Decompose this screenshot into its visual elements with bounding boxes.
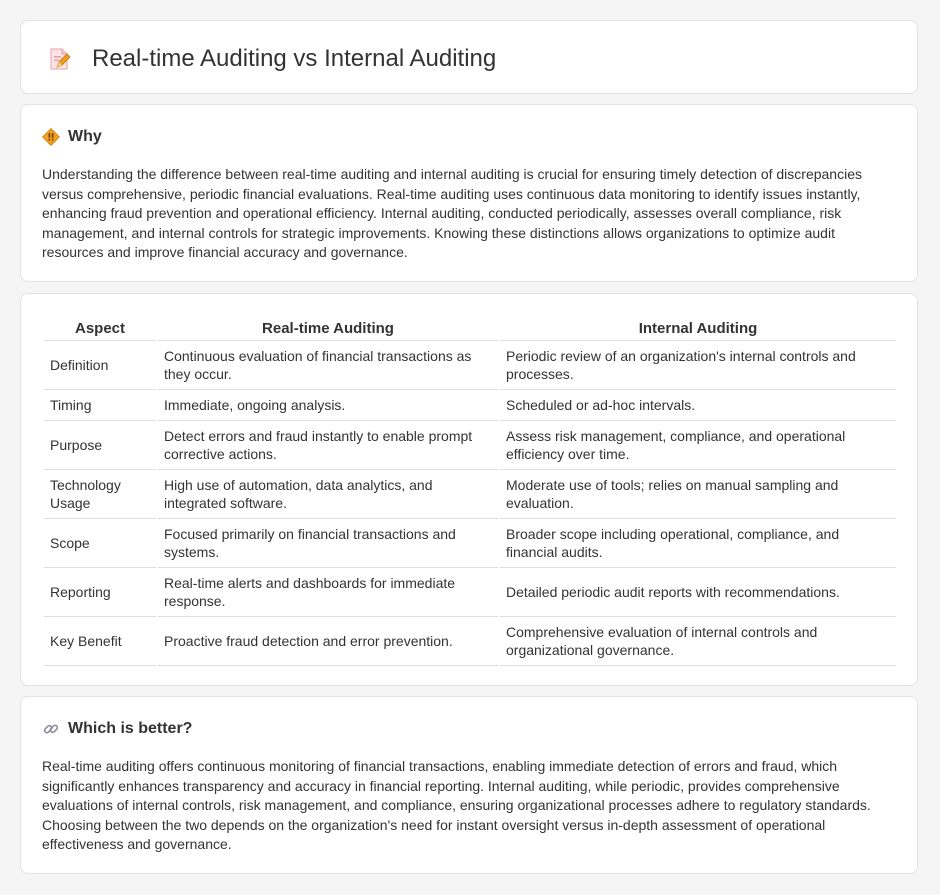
internal-cell: Moderate use of tools; relies on manual sampling and evaluation.	[500, 470, 896, 519]
table-row	[44, 470, 896, 519]
comparison-section	[20, 293, 918, 686]
aspect-cell: Purpose	[44, 421, 156, 470]
column-header-internal: Internal Auditing	[500, 314, 896, 341]
real-time-cell: Proactive fraud detection and error prevention.	[158, 617, 498, 666]
table-row	[44, 341, 896, 390]
internal-cell: Broader scope including operational, compliance, and financial audits.	[500, 519, 896, 568]
diamond-warning-icon	[42, 128, 60, 146]
title-card	[20, 20, 918, 94]
internal-cell: Assess risk management, compliance, and operational efficiency over time.	[500, 421, 896, 470]
real-time-cell: Immediate, ongoing analysis.	[158, 390, 498, 421]
better-heading-row	[42, 719, 192, 739]
aspect-cell: Key Benefit	[44, 617, 156, 666]
table-header-row	[44, 314, 896, 341]
internal-cell: Periodic review of an organization's internal controls and processes.	[500, 341, 896, 390]
table-row	[44, 617, 896, 666]
real-time-cell: Focused primarily on financial transactions and systems.	[158, 519, 498, 568]
table-row	[44, 568, 896, 617]
why-heading-row	[42, 127, 102, 147]
aspect-cell: Reporting	[44, 568, 156, 617]
aspect-cell: Scope	[44, 519, 156, 568]
which-is-better-section	[20, 696, 918, 874]
table-row	[44, 519, 896, 568]
column-header-aspect: Aspect	[44, 314, 156, 341]
comparison-table	[42, 314, 898, 666]
better-paragraph: Real-time auditing offers continuous monitoring of financial transactions, enabling immediate detection of errors and fraud, which significantly enhances transparency and accuracy in financial reporting. Internal auditing, while periodic, provides comprehensive evaluations of internal controls, risk management, and compliance, ensuring organizational processes adhere to regulatory standards. Choosing between the two depends on the organization's need for instant oversight versus in-depth assessment of operational effectiveness and governance.	[42, 758, 871, 852]
real-time-cell: Continuous evaluation of financial transactions as they occur.	[158, 341, 498, 390]
real-time-cell: Detect errors and fraud instantly to enable prompt corrective actions.	[158, 421, 498, 470]
why-section	[20, 104, 918, 282]
why-paragraph: Understanding the difference between real-time auditing and internal auditing is crucial for ensuring timely detection of discrepancies versus comprehensive, periodic financial evaluations. Real-time auditing uses continuous data monitoring to identify issues instantly, enhancing fraud prevention and operational efficiency. Internal auditing, conducted periodically, assesses overall compliance, risk management, and internal controls for strategic improvements. Knowing these distinctions allows organizations to optimize audit resources and improve financial accuracy and governance.	[42, 166, 862, 260]
table-row	[44, 390, 896, 421]
internal-cell: Scheduled or ad-hoc intervals.	[500, 390, 896, 421]
why-heading: Why	[68, 128, 102, 145]
table-row	[44, 421, 896, 470]
internal-cell: Comprehensive evaluation of internal controls and organizational governance.	[500, 617, 896, 666]
real-time-cell: Real-time alerts and dashboards for immediate response.	[158, 568, 498, 617]
document-pen-icon	[47, 47, 71, 71]
page-title: Real-time Auditing vs Internal Auditing	[92, 45, 497, 72]
column-header-real-time: Real-time Auditing	[158, 314, 498, 341]
internal-cell: Detailed periodic audit reports with recommendations.	[500, 568, 896, 617]
real-time-cell: High use of automation, data analytics, and integrated software.	[158, 470, 498, 519]
aspect-cell: Timing	[44, 390, 156, 421]
aspect-cell: Technology Usage	[44, 470, 156, 519]
aspect-cell: Definition	[44, 341, 156, 390]
better-heading: Which is better?	[68, 720, 193, 737]
link-icon	[42, 720, 60, 738]
